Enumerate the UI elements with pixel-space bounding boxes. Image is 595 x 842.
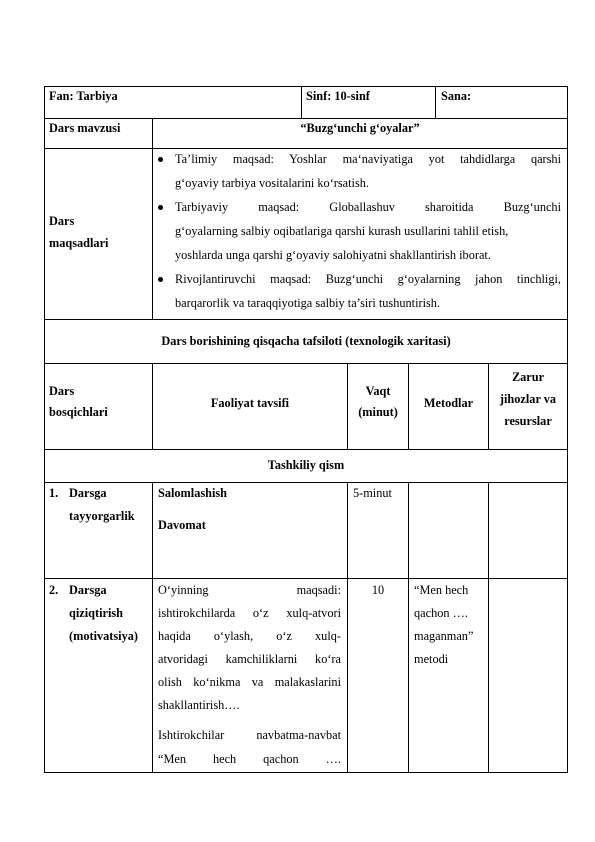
table-line (44, 578, 568, 579)
grade-label: Sinf: 10-sinf (306, 89, 370, 103)
table-line (152, 118, 153, 320)
org-section-title: Tashkiliy qism (267, 458, 345, 472)
col-method: Metodlar (423, 396, 474, 410)
section-title: Dars borishining qisqacha tafsiloti (texnologik xaritasi) (161, 334, 451, 348)
goals-label-line1: Dars (49, 214, 75, 228)
row-2-activity-line3: haqida o‘ylash, o‘z xulq- (158, 629, 341, 643)
col-tools-line3: resurslar (504, 414, 552, 428)
row-2-activity-line1: O‘yinning maqsadi: (158, 583, 341, 597)
col-time-line1: Vaqt (365, 384, 391, 398)
row-1-time: 5-minut (353, 486, 392, 500)
table-line (567, 86, 568, 773)
goals-label-line2: maqsadlari (49, 236, 109, 250)
row-2-activity-line6: shakllantirish…. (158, 698, 240, 712)
table-line (44, 449, 568, 450)
row-2-time: 10 (371, 583, 385, 597)
row-2-activity-line5: olish ko‘nikma va malakaslarini (158, 675, 341, 689)
row-1-stage-line2: tayyorgarlik (69, 509, 135, 523)
row-2-method-line3: maganman” (414, 629, 474, 643)
col-activity: Faoliyat tavsifi (210, 396, 290, 410)
row-2-activity-line8: “Men hech qachon …. (158, 752, 341, 766)
row-2-activity-line7: Ishtirokchilar navbatma-navbat (158, 728, 341, 742)
table-line (488, 482, 489, 773)
date-label: Sana: (441, 89, 472, 103)
goal-3-line-1: Rivojlantiruvchi maqsad: Buzg‘unchi g‘oyalarning jahon tinchligi, (175, 272, 561, 286)
table-line (152, 482, 153, 773)
table-line (44, 148, 568, 149)
table-line (435, 86, 436, 119)
table-line (44, 482, 568, 483)
topic-value: “Buzg‘unchi g‘oyalar” (300, 121, 420, 135)
row-2-activity-line4: atvoridagi kamchiliklarni ko‘ra (158, 652, 341, 666)
table-line (44, 86, 45, 773)
goal-1-line-1: Ta’limiy maqsad: Yoshlar ma‘naviyatiga yot tahdidlarga qarshi (175, 152, 561, 166)
subject-label: Fan: Tarbiya (49, 89, 118, 103)
goal-3-line-2: barqarorlik va taraqqiyotiga salbiy ta’siri tushuntirish. (175, 296, 441, 310)
col-stage-line1: Dars (49, 384, 75, 398)
table-line (347, 482, 348, 773)
table-line (44, 319, 568, 320)
row-2-method-line2: qachon …. (414, 606, 468, 620)
goal-2-line-3: yoshlarda unga qarshi g‘oyaviy salohiyatni shakllantirish iborat. (175, 248, 491, 262)
row-2-stage-line1: Darsga (69, 583, 107, 597)
table-line (408, 482, 409, 773)
row-1-activity-line1: Salomlashish (158, 486, 228, 500)
row-2-activity-line2: ishtirokchilarda o‘z xulq-atvori (158, 606, 341, 620)
col-time-line2: (minut) (358, 405, 398, 419)
table-line (301, 86, 302, 119)
bullet-icon (158, 205, 163, 210)
goal-2-line-2: g‘oyalarning salbiy oqibatlariga qarshi kurash usullarini tahlil etish, (175, 224, 509, 238)
row-2-stage-line2: qiziqtirish (69, 606, 123, 620)
row-1-number: 1. (49, 486, 59, 500)
row-1-activity-line2: Davomat (158, 518, 206, 532)
row-2-method-line4: metodi (414, 652, 449, 666)
goal-1-line-2: g‘oyaviy tarbiya vositalarini ko‘rsatish. (175, 176, 369, 190)
row-2-method-line1: “Men hech (414, 583, 469, 597)
col-stage-line2: bosqichlari (49, 405, 108, 419)
table-line (44, 363, 568, 364)
topic-label: Dars mavzusi (49, 121, 121, 135)
col-tools-line1: Zarur (511, 370, 545, 384)
row-1-stage-line1: Darsga (69, 486, 107, 500)
row-2-stage-line3: (motivatsiya) (69, 629, 138, 643)
table-line (44, 772, 568, 773)
row-2-number: 2. (49, 583, 59, 597)
goal-2-line-1: Tarbiyaviy maqsad: Globallashuv sharoitida Buzg‘unchi (175, 200, 561, 214)
bullet-icon (158, 277, 163, 282)
bullet-icon (158, 157, 163, 162)
col-tools-line2: jihozlar va (499, 392, 557, 406)
